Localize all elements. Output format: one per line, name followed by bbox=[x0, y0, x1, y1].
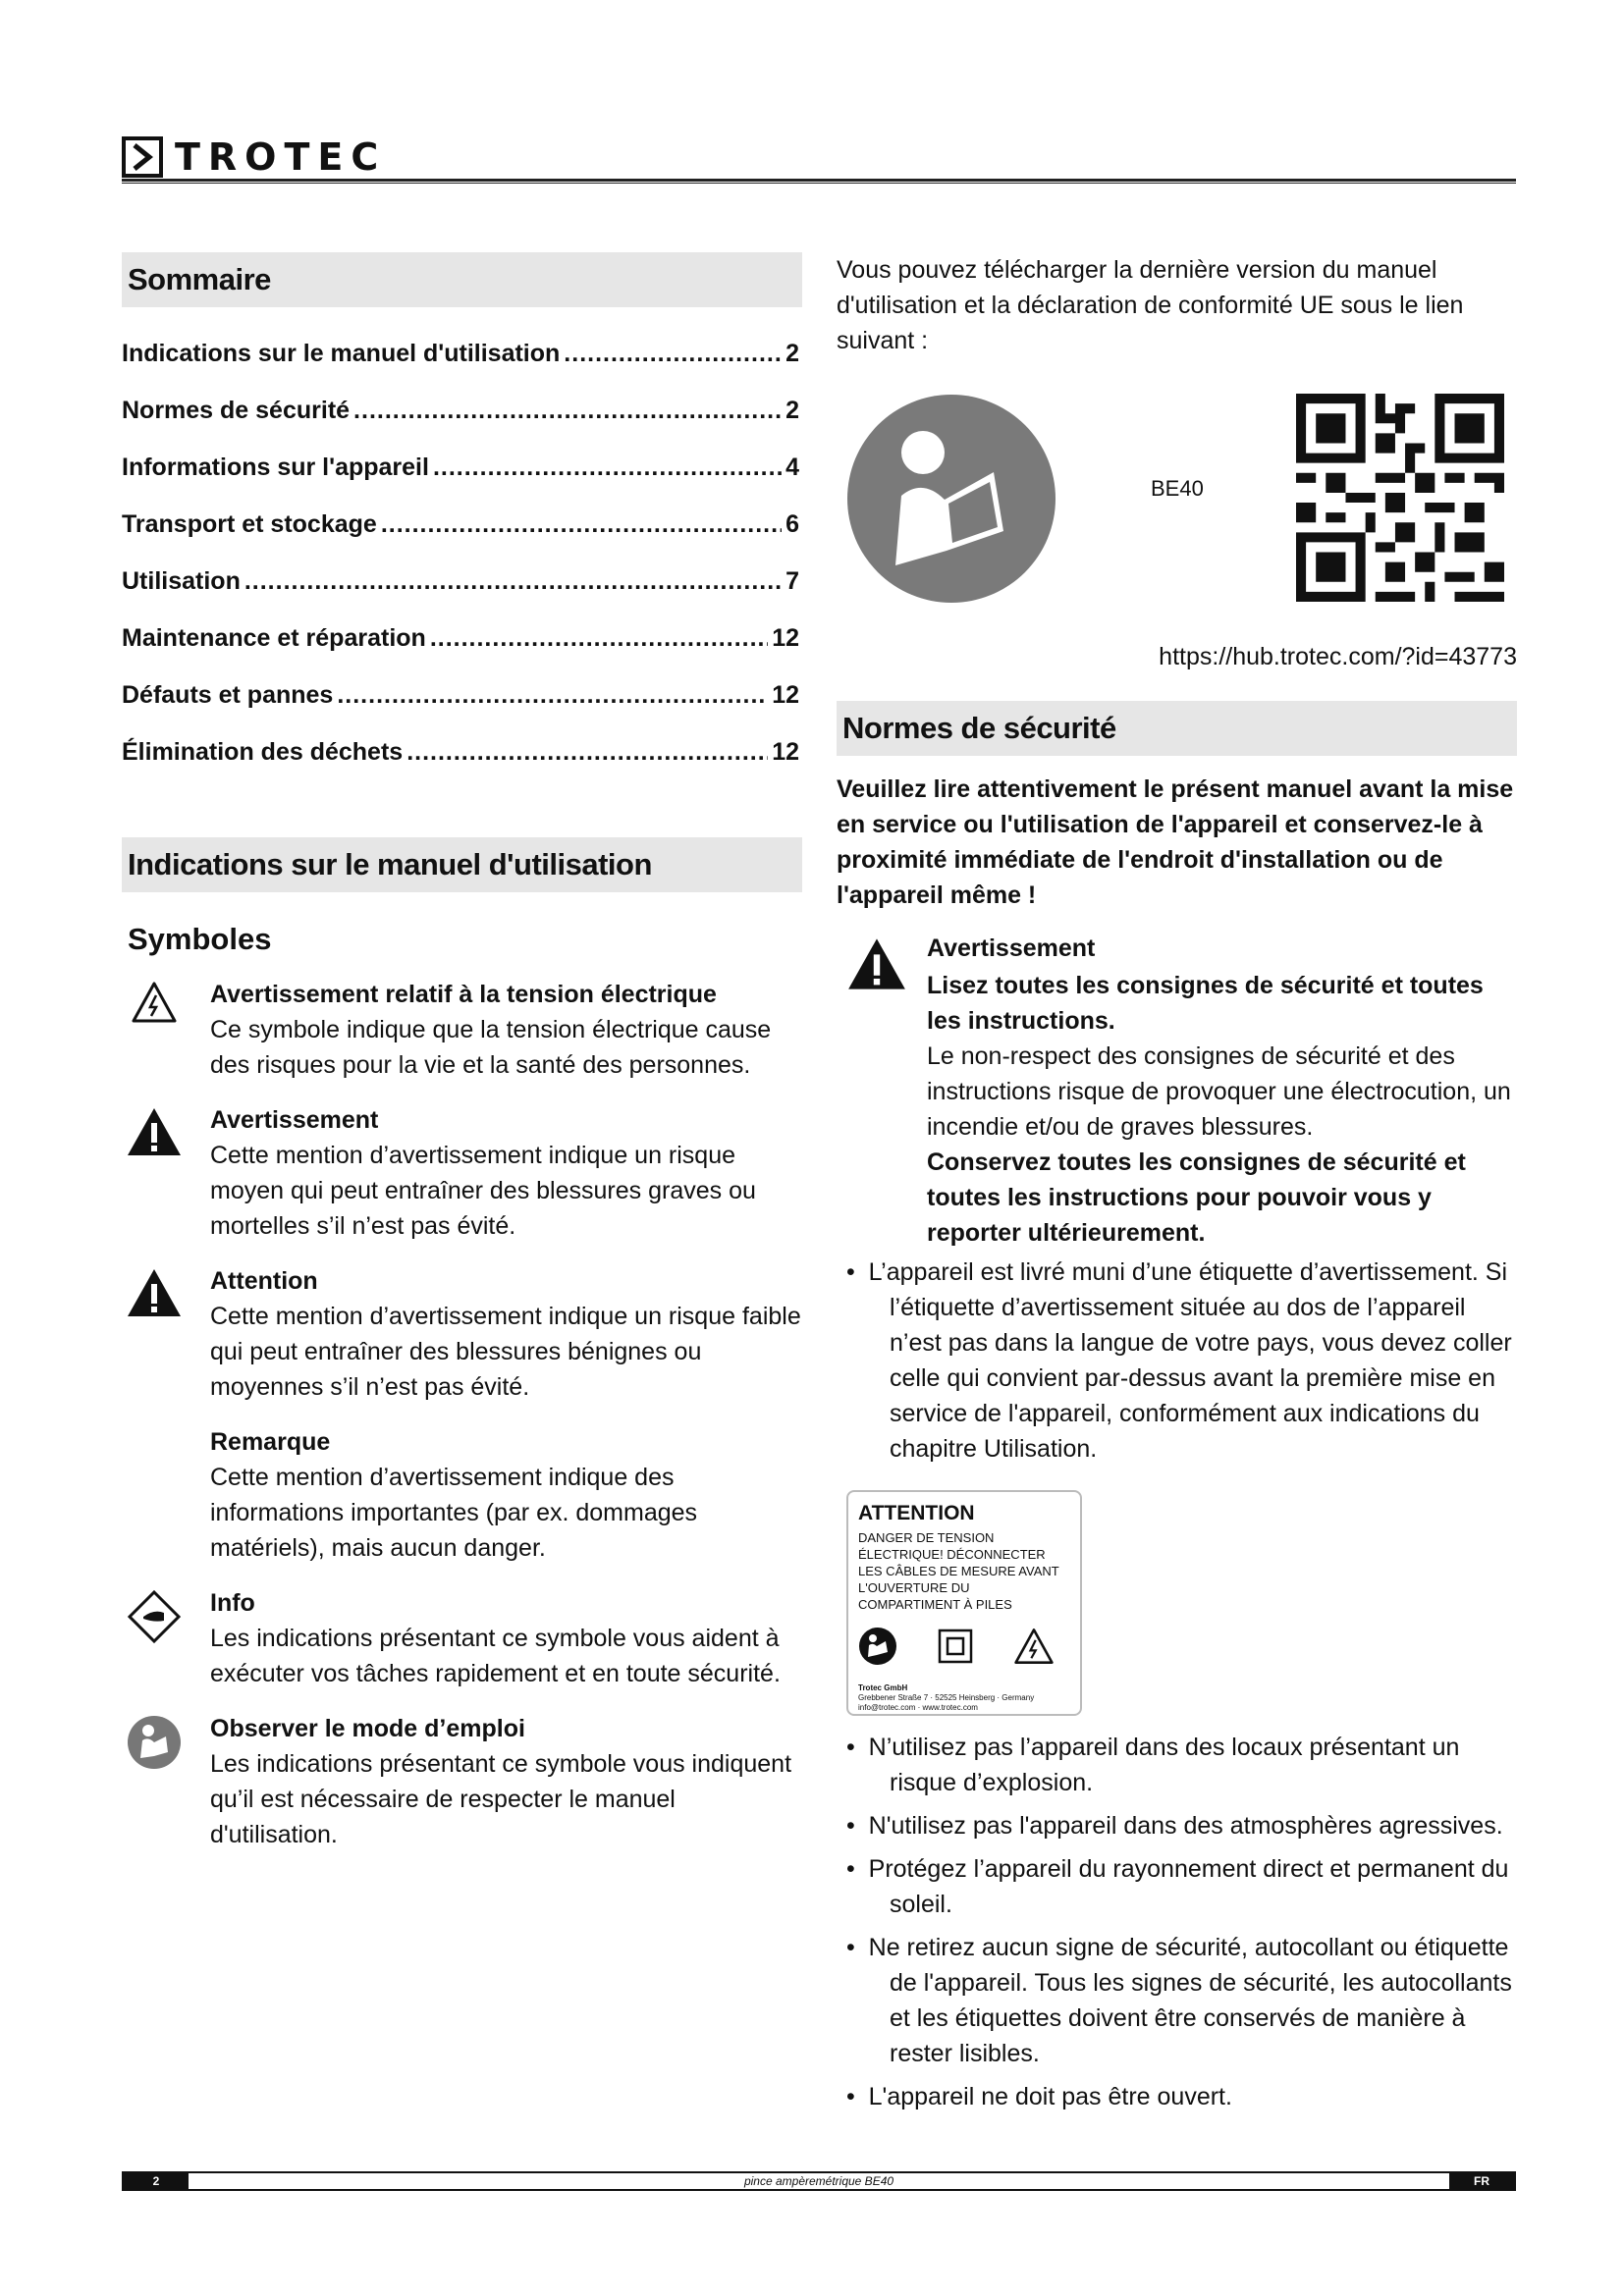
toc-entry[interactable]: Transport et stockage ..... 6 bbox=[122, 496, 799, 553]
read-manual-icon bbox=[846, 394, 1056, 604]
toc-entry[interactable]: Normes de sécurité ..... 2 bbox=[122, 382, 799, 439]
warning-keep-all: Conservez toutes les consignes de sécurité et toutes les instructions pour pouvoir vous y reporter ultérieurement. bbox=[927, 1148, 1466, 1247]
warning-title: Avertissement bbox=[927, 934, 1096, 962]
symbol-entry: Attention Cette mention d’avertissement indique un risque faible qui peut entraîner des blessures bénignes ou moyennes s’il n’est pas évité. bbox=[122, 1263, 802, 1405]
symbol-entry: Observer le mode d’emploi Les indications présentant ce symbole vous indiquent qu’il est nécessaire de respecter le manuel d'utilisation. bbox=[122, 1711, 802, 1852]
footer-title: pince ampèremétrique BE40 bbox=[743, 2174, 894, 2188]
toc-entry[interactable]: Indications sur le manuel d'utilisation ..... 2 bbox=[122, 325, 799, 382]
model-label: BE40 bbox=[1151, 476, 1204, 501]
warning-label-image: ATTENTION DANGER DE TENSION ÉLECTRIQUE! DÉCONNECTER LES CÂBLES DE MESURE AVANT L'OUVERTURE DU COMPARTIMENT À PILES Trotec GmbH Grebbener Straße 7 · 52525 Heinsberg · Germany info@trotec.com · www.trotec.com bbox=[846, 1490, 1082, 1716]
warning-text: Le non-respect des consignes de sécurité et des instructions risque de provoquer une électrocution, un incendie et/ou de graves blessures. bbox=[927, 1042, 1511, 1141]
download-url[interactable]: https://hub.trotec.com/?id=43773 bbox=[1159, 643, 1517, 670]
toc-heading: Sommaire bbox=[122, 252, 802, 307]
symbol-entry: Avertissement Cette mention d’avertissement indique un risque moyen qui peut entraîner des blessures graves ou mortelles s’il n’est pas évité. bbox=[122, 1102, 802, 1244]
manual-heading: Indications sur le manuel d'utilisation bbox=[122, 837, 802, 892]
list-item: • N’utilisez pas l’appareil dans des locaux présentant un risque d’explosion. bbox=[837, 1730, 1517, 1800]
read-manual-icon bbox=[858, 1627, 897, 1666]
list-item: • L’appareil est livré muni d’une étiquette d’avertissement. Si l’étiquette d’avertissement située au dos de l’appareil n’est pas dans la langue de votre pays, vous devez coller celle qui convient par-dessus avant la première mise en service de l'appareil, conformément aux indications du chapitre Utilisation. bbox=[837, 1255, 1517, 1467]
info-hand-icon bbox=[127, 1589, 182, 1644]
symbol-entry: Remarque Cette mention d’avertissement indique des informations importantes (par ex. dommages matériels), mais aucun danger. bbox=[210, 1428, 698, 1562]
right-column bbox=[837, 252, 1517, 2114]
warning-read-all: Lisez toutes les consignes de sécurité et toutes les instructions. bbox=[927, 972, 1484, 1035]
symbols-heading: Symboles bbox=[128, 922, 272, 956]
logo-chevron-icon bbox=[122, 136, 163, 178]
electric-warning-icon bbox=[131, 981, 178, 1024]
toc-entry[interactable]: Utilisation ..... 7 bbox=[122, 553, 799, 610]
language-code: FR bbox=[1449, 2173, 1514, 2189]
toc-entry[interactable]: Informations sur l'appareil ..... 4 bbox=[122, 439, 799, 496]
caution-icon bbox=[126, 1267, 183, 1318]
safety-heading: Normes de sécurité bbox=[837, 701, 1517, 756]
double-insulation-icon bbox=[936, 1627, 975, 1666]
list-item: • Ne retirez aucun signe de sécurité, autocollant ou étiquette de l'appareil. Tous les signes de sécurité, les autocollants et les étiquettes doivent être conservés de manière à rester lisibles. bbox=[837, 1930, 1517, 2071]
download-block bbox=[837, 378, 1517, 653]
page-header bbox=[122, 130, 1516, 188]
warning-icon bbox=[846, 936, 907, 991]
left-column bbox=[122, 252, 802, 1852]
page-number: 2 bbox=[124, 2173, 189, 2189]
read-manual-icon bbox=[127, 1715, 182, 1770]
brand-name: TROTEC bbox=[175, 135, 387, 179]
download-text: Vous pouvez télécharger la dernière version du manuel d'utilisation et la déclaration de conformité UE sous le lien suivant : bbox=[837, 256, 1464, 354]
safety-warning bbox=[837, 931, 1517, 1251]
list-item: • L'appareil ne doit pas être ouvert. bbox=[837, 2079, 1517, 2114]
toc-entry[interactable]: Élimination des déchets ..... 12 bbox=[122, 723, 799, 780]
symbol-entry: Info Les indications présentant ce symbole vous aident à exécuter vos tâches rapidement et en toute sécurité. bbox=[122, 1585, 802, 1691]
toc-entry[interactable]: Maintenance et réparation ..... 12 bbox=[122, 610, 799, 667]
trotec-logo bbox=[122, 135, 386, 179]
list-item: • Protégez l’appareil du rayonnement direct et permanent du soleil. bbox=[837, 1851, 1517, 1922]
electric-warning-icon bbox=[1013, 1627, 1055, 1666]
safety-intro: Veuillez lire attentivement le présent manuel avant la mise en service ou l'utilisation de l'appareil et conservez-le à proximité immédiate de l'endroit d'installation ou de l'appareil même ! bbox=[837, 775, 1514, 909]
table-of-contents bbox=[122, 325, 802, 780]
symbol-entry: Avertissement relatif à la tension électrique Ce symbole indique que la tension électrique cause des risques pour la vie et la santé des personnes. bbox=[122, 977, 802, 1083]
qr-code[interactable] bbox=[1296, 394, 1504, 602]
toc-entry[interactable]: Défauts et pannes ..... 12 bbox=[122, 667, 799, 723]
warning-icon bbox=[126, 1106, 183, 1157]
page-footer bbox=[122, 2171, 1516, 2191]
list-item: • N'utilisez pas l'appareil dans des atmosphères agressives. bbox=[837, 1808, 1517, 1843]
header-rule bbox=[122, 179, 1516, 184]
